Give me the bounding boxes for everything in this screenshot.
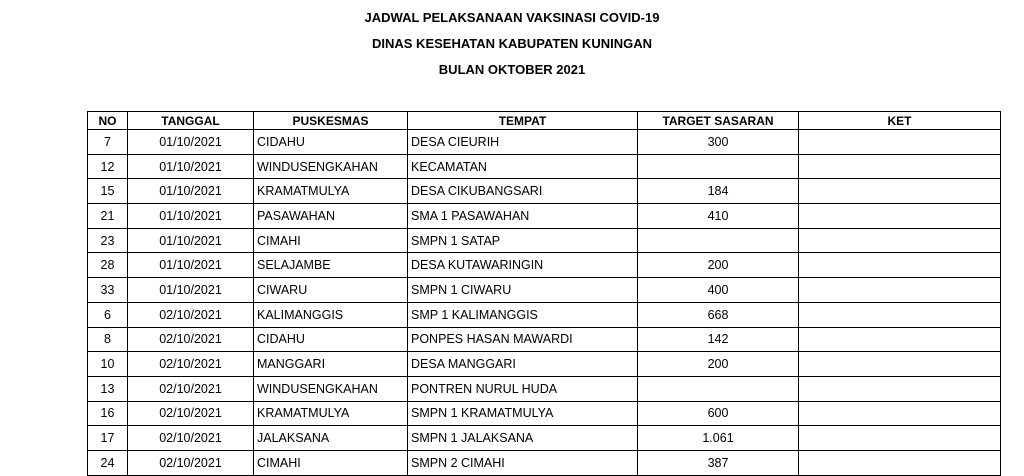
- cell-puskesmas: CIDAHU: [254, 130, 408, 155]
- cell-target: 400: [638, 278, 799, 303]
- cell-tempat: SMPN 1 CIWARU: [408, 278, 638, 303]
- cell-tempat: SMA 1 PASAWAHAN: [408, 204, 638, 229]
- cell-no: 15: [88, 179, 128, 204]
- table-row: [88, 253, 1001, 278]
- table-row: [88, 352, 1001, 377]
- cell-target: [638, 228, 799, 253]
- table-row: [88, 327, 1001, 352]
- cell-puskesmas: CIMAHI: [254, 450, 408, 475]
- cell-ket: [799, 401, 1001, 426]
- cell-ket: [799, 327, 1001, 352]
- schedule-table: [87, 111, 1001, 476]
- cell-puskesmas: CIDAHU: [254, 327, 408, 352]
- cell-tanggal: 01/10/2021: [128, 154, 254, 179]
- cell-tanggal: 01/10/2021: [128, 278, 254, 303]
- cell-target: 668: [638, 302, 799, 327]
- cell-tanggal: 01/10/2021: [128, 204, 254, 229]
- cell-ket: [799, 278, 1001, 303]
- document-period: BULAN OKTOBER 2021: [438, 62, 586, 77]
- table-header-row: [88, 112, 1001, 130]
- table-row: [88, 278, 1001, 303]
- table-row: [88, 130, 1001, 155]
- cell-no: 6: [88, 302, 128, 327]
- cell-no: 12: [88, 154, 128, 179]
- cell-tanggal: 02/10/2021: [128, 327, 254, 352]
- cell-tempat: SMPN 1 SATAP: [408, 228, 638, 253]
- table-row: [88, 228, 1001, 253]
- cell-tempat: SMP 1 KALIMANGGIS: [408, 302, 638, 327]
- cell-target: 142: [638, 327, 799, 352]
- cell-no: 33: [88, 278, 128, 303]
- cell-no: 23: [88, 228, 128, 253]
- cell-puskesmas: CIWARU: [254, 278, 408, 303]
- cell-puskesmas: KRAMATMULYA: [254, 401, 408, 426]
- col-tanggal: TANGGAL: [128, 112, 254, 130]
- cell-no: 24: [88, 450, 128, 475]
- cell-puskesmas: WINDUSENGKAHAN: [254, 376, 408, 401]
- cell-target: [638, 376, 799, 401]
- cell-tempat: SMPN 1 KRAMATMULYA: [408, 401, 638, 426]
- cell-tempat: DESA MANGGARI: [408, 352, 638, 377]
- col-ket: KET: [799, 112, 1001, 130]
- cell-tempat: PONTREN NURUL HUDA: [408, 376, 638, 401]
- cell-tempat: DESA CIKUBANGSARI: [408, 179, 638, 204]
- cell-ket: [799, 450, 1001, 475]
- cell-ket: [799, 130, 1001, 155]
- table-row: [88, 426, 1001, 451]
- cell-ket: [799, 154, 1001, 179]
- cell-ket: [799, 204, 1001, 229]
- cell-tempat: PONPES HASAN MAWARDI: [408, 327, 638, 352]
- table-row: [88, 302, 1001, 327]
- cell-tanggal: 01/10/2021: [128, 179, 254, 204]
- cell-puskesmas: KRAMATMULYA: [254, 179, 408, 204]
- table-row: [88, 401, 1001, 426]
- cell-target: [638, 154, 799, 179]
- table-row: [88, 450, 1001, 475]
- cell-no: 10: [88, 352, 128, 377]
- cell-tempat: SMPN 2 CIMAHI: [408, 450, 638, 475]
- cell-puskesmas: JALAKSANA: [254, 426, 408, 451]
- cell-target: 387: [638, 450, 799, 475]
- cell-tanggal: 01/10/2021: [128, 228, 254, 253]
- cell-ket: [799, 302, 1001, 327]
- cell-no: 21: [88, 204, 128, 229]
- cell-target: 200: [638, 253, 799, 278]
- col-puskesmas: PUSKESMAS: [254, 112, 408, 130]
- cell-puskesmas: SELAJAMBE: [254, 253, 408, 278]
- cell-ket: [799, 228, 1001, 253]
- cell-puskesmas: PASAWAHAN: [254, 204, 408, 229]
- table-row: [88, 179, 1001, 204]
- table-row: [88, 204, 1001, 229]
- cell-ket: [799, 376, 1001, 401]
- cell-ket: [799, 426, 1001, 451]
- cell-target: 184: [638, 179, 799, 204]
- cell-tempat: KECAMATAN: [408, 154, 638, 179]
- cell-puskesmas: WINDUSENGKAHAN: [254, 154, 408, 179]
- cell-target: 1.061: [638, 426, 799, 451]
- cell-target: 600: [638, 401, 799, 426]
- cell-no: 16: [88, 401, 128, 426]
- cell-puskesmas: KALIMANGGIS: [254, 302, 408, 327]
- cell-tanggal: 02/10/2021: [128, 426, 254, 451]
- cell-tanggal: 01/10/2021: [128, 253, 254, 278]
- cell-tempat: SMPN 1 JALAKSANA: [408, 426, 638, 451]
- cell-tanggal: 02/10/2021: [128, 352, 254, 377]
- cell-tempat: DESA CIEURIH: [408, 130, 638, 155]
- cell-no: 28: [88, 253, 128, 278]
- document-title: JADWAL PELAKSANAAN VAKSINASI COVID-19: [364, 10, 660, 25]
- cell-target: 410: [638, 204, 799, 229]
- cell-tanggal: 02/10/2021: [128, 450, 254, 475]
- cell-tanggal: 01/10/2021: [128, 130, 254, 155]
- cell-ket: [799, 253, 1001, 278]
- cell-no: 8: [88, 327, 128, 352]
- cell-tempat: DESA KUTAWARINGIN: [408, 253, 638, 278]
- cell-puskesmas: CIMAHI: [254, 228, 408, 253]
- cell-puskesmas: MANGGARI: [254, 352, 408, 377]
- col-tempat: TEMPAT: [408, 112, 638, 130]
- table-row: [88, 154, 1001, 179]
- cell-tanggal: 02/10/2021: [128, 401, 254, 426]
- cell-target: 300: [638, 130, 799, 155]
- cell-no: 17: [88, 426, 128, 451]
- cell-ket: [799, 352, 1001, 377]
- table-row: [88, 376, 1001, 401]
- cell-no: 13: [88, 376, 128, 401]
- cell-tanggal: 02/10/2021: [128, 302, 254, 327]
- col-target-sasaran: TARGET SASARAN: [638, 112, 799, 130]
- cell-ket: [799, 179, 1001, 204]
- cell-no: 7: [88, 130, 128, 155]
- cell-tanggal: 02/10/2021: [128, 376, 254, 401]
- cell-target: 200: [638, 352, 799, 377]
- col-no: NO: [88, 112, 128, 130]
- document-subtitle: DINAS KESEHATAN KABUPATEN KUNINGAN: [372, 36, 652, 51]
